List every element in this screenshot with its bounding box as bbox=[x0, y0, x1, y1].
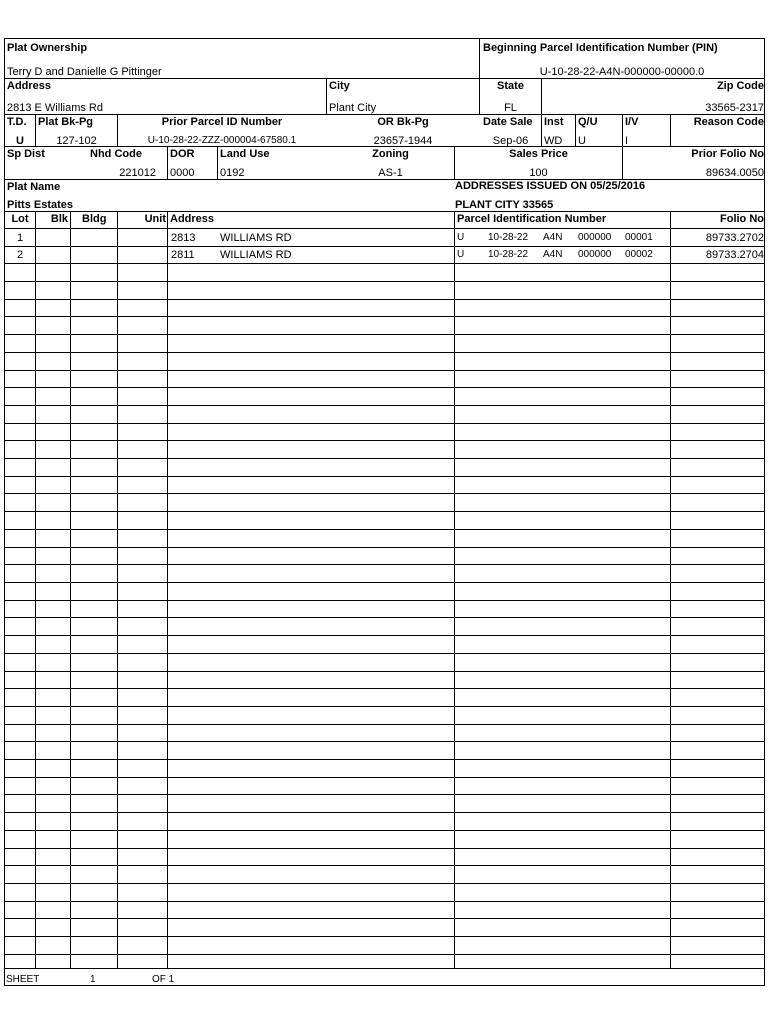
row2-address-number: 2811 bbox=[171, 249, 195, 261]
sales-price-label: Sales Price bbox=[509, 148, 568, 160]
col-header-pin: Parcel Identification Number bbox=[457, 213, 607, 225]
state-label: State bbox=[497, 80, 524, 92]
land-use-label: Land Use bbox=[220, 148, 270, 160]
table-rule bbox=[4, 299, 765, 300]
row1-pin-prefix: U bbox=[457, 232, 465, 243]
prior-parcel-label: Prior Parcel ID Number bbox=[161, 116, 283, 128]
table-column-rule bbox=[454, 211, 455, 968]
state-value: FL bbox=[504, 102, 517, 114]
or-bkpg-value: 23657-1944 bbox=[373, 135, 433, 147]
table-rule bbox=[4, 635, 765, 636]
zoning-label: Zoning bbox=[372, 148, 409, 160]
plat-bkpg-label: Plat Bk-Pg bbox=[38, 116, 94, 128]
table-rule bbox=[4, 370, 765, 371]
zip-value: 33565-2317 bbox=[705, 102, 764, 114]
table-column-rule bbox=[117, 211, 118, 968]
zip-label: Zip Code bbox=[716, 80, 764, 92]
table-rule bbox=[4, 812, 765, 813]
row2-pin-b: A4N bbox=[543, 249, 563, 260]
row2-folio: 89733.2704 bbox=[705, 249, 764, 261]
iv-value: I bbox=[625, 135, 629, 147]
table-rule bbox=[4, 334, 765, 335]
row1-address-number: 2813 bbox=[171, 232, 196, 244]
rule-line bbox=[217, 146, 218, 179]
table-rule bbox=[4, 954, 765, 955]
row2-lot: 2 bbox=[16, 249, 24, 261]
plant-city-line: PLANT CITY 33565 bbox=[455, 199, 554, 211]
table-rule bbox=[4, 918, 765, 919]
table-rule bbox=[4, 228, 765, 229]
table-rule bbox=[4, 883, 765, 884]
table-rule bbox=[4, 600, 765, 601]
table-rule bbox=[4, 968, 765, 969]
dor-label: DOR bbox=[170, 148, 195, 160]
col-header-address: Address bbox=[170, 213, 215, 225]
rule-line bbox=[4, 179, 765, 180]
row1-folio: 89733.2702 bbox=[705, 232, 764, 244]
dor-value: 0000 bbox=[170, 167, 195, 179]
form-frame bbox=[4, 38, 765, 986]
address-label: Address bbox=[7, 80, 52, 92]
row1-address-street: WILLIAMS RD bbox=[220, 232, 292, 244]
row1-pin-d: 00001 bbox=[625, 232, 653, 243]
col-header-bldg: Bldg bbox=[82, 213, 107, 225]
row2-pin-c: 000000 bbox=[578, 249, 612, 260]
table-rule bbox=[4, 263, 765, 264]
table-rule bbox=[4, 211, 765, 212]
table-rule bbox=[4, 653, 765, 654]
rule-line bbox=[622, 114, 623, 146]
rule-line bbox=[326, 78, 327, 114]
table-column-rule bbox=[35, 211, 36, 968]
address-value: 2813 E Williams Rd bbox=[7, 102, 103, 114]
table-rule bbox=[4, 936, 765, 937]
plat-name-value: Pitts Estates bbox=[7, 199, 74, 211]
row2-pin-a: 10-28-22 bbox=[488, 249, 529, 260]
date-sale-label: Date Sale bbox=[483, 116, 533, 128]
table-rule bbox=[4, 901, 765, 902]
table-rule bbox=[4, 476, 765, 477]
col-header-folio: Folio No bbox=[720, 213, 764, 225]
col-header-lot: Lot bbox=[11, 213, 29, 225]
table-rule bbox=[4, 564, 765, 565]
rule-line bbox=[4, 114, 765, 115]
table-rule bbox=[4, 706, 765, 707]
plat-name-label: Plat Name bbox=[7, 181, 61, 193]
table-rule bbox=[4, 617, 765, 618]
rule-line bbox=[541, 114, 542, 146]
table-rule bbox=[4, 458, 765, 459]
date-sale-value: Sep-06 bbox=[492, 135, 529, 147]
qu-label: Q/U bbox=[578, 116, 598, 128]
table-rule bbox=[4, 246, 765, 247]
col-header-unit: Unit bbox=[144, 213, 166, 225]
row1-pin-b: A4N bbox=[543, 232, 563, 243]
nhd-code-value: 221012 bbox=[119, 167, 156, 179]
addresses-issued: ADDRESSES ISSUED ON 05/25/2016 bbox=[455, 180, 646, 192]
reason-code-label: Reason Code bbox=[693, 116, 764, 128]
table-rule bbox=[4, 724, 765, 725]
city-label: City bbox=[329, 80, 350, 92]
iv-label: I/V bbox=[625, 116, 639, 128]
inst-label: Inst bbox=[544, 116, 564, 128]
table-rule bbox=[4, 352, 765, 353]
prior-folio-label: Prior Folio No bbox=[691, 148, 764, 160]
sales-price-value: 100 bbox=[529, 167, 548, 179]
row1-pin-a: 10-28-22 bbox=[488, 232, 529, 243]
row2-pin-d: 00002 bbox=[625, 249, 653, 260]
table-rule bbox=[4, 529, 765, 530]
sheet-of-total: OF 1 bbox=[152, 974, 175, 985]
table-rule bbox=[4, 405, 765, 406]
row2-pin-prefix: U bbox=[457, 249, 465, 260]
plat-ownership-label: Plat Ownership bbox=[7, 42, 88, 54]
rule-line bbox=[4, 78, 765, 79]
table-rule bbox=[4, 794, 765, 795]
table-rule bbox=[4, 281, 765, 282]
zoning-value: AS-1 bbox=[378, 167, 403, 179]
row1-lot: 1 bbox=[16, 232, 24, 244]
plat-bkpg-value: 127-102 bbox=[56, 135, 97, 147]
table-rule bbox=[4, 688, 765, 689]
city-value: Plant City bbox=[329, 102, 377, 114]
table-rule bbox=[4, 387, 765, 388]
td-label: T.D. bbox=[7, 116, 27, 128]
owner-name: Terry D and Danielle G Pittinger bbox=[7, 66, 162, 78]
table-rule bbox=[4, 741, 765, 742]
row2-address-street: WILLIAMS RD bbox=[220, 249, 292, 261]
row1-pin-c: 000000 bbox=[578, 232, 612, 243]
table-rule bbox=[4, 316, 765, 317]
land-use-value: 0192 bbox=[220, 167, 245, 179]
table-rule bbox=[4, 848, 765, 849]
prior-parcel-value: U-10-28-22-ZZZ-000004-67580.1 bbox=[147, 135, 297, 146]
inst-value: WD bbox=[544, 135, 563, 147]
table-rule bbox=[4, 511, 765, 512]
table-rule bbox=[4, 865, 765, 866]
td-value: U bbox=[16, 135, 24, 147]
rule-line bbox=[167, 146, 168, 179]
table-rule bbox=[4, 759, 765, 760]
pin-value: U-10-28-22-A4N-000000-00000.0 bbox=[539, 66, 705, 78]
table-rule bbox=[4, 582, 765, 583]
qu-value: U bbox=[578, 135, 586, 147]
table-rule bbox=[4, 777, 765, 778]
table-column-rule bbox=[70, 211, 71, 968]
or-bkpg-label: OR Bk-Pg bbox=[377, 116, 429, 128]
table-column-rule bbox=[167, 211, 168, 968]
nhd-code-label: Nhd Code bbox=[90, 148, 142, 160]
prior-folio-value: 89634.0050 bbox=[705, 167, 764, 179]
sheet-number: 1 bbox=[90, 974, 96, 985]
pin-label: Beginning Parcel Identification Number (PIN) bbox=[483, 42, 718, 54]
table-rule bbox=[4, 547, 765, 548]
table-rule bbox=[4, 440, 765, 441]
table-column-rule bbox=[670, 211, 671, 968]
col-header-blk: Blk bbox=[50, 213, 68, 225]
sheet-label: SHEET bbox=[6, 974, 40, 985]
sp-dist-label: Sp Dist bbox=[7, 148, 45, 160]
table-rule bbox=[4, 493, 765, 494]
table-rule bbox=[4, 671, 765, 672]
table-rule bbox=[4, 830, 765, 831]
rule-line bbox=[575, 114, 576, 146]
table-rule bbox=[4, 423, 765, 424]
